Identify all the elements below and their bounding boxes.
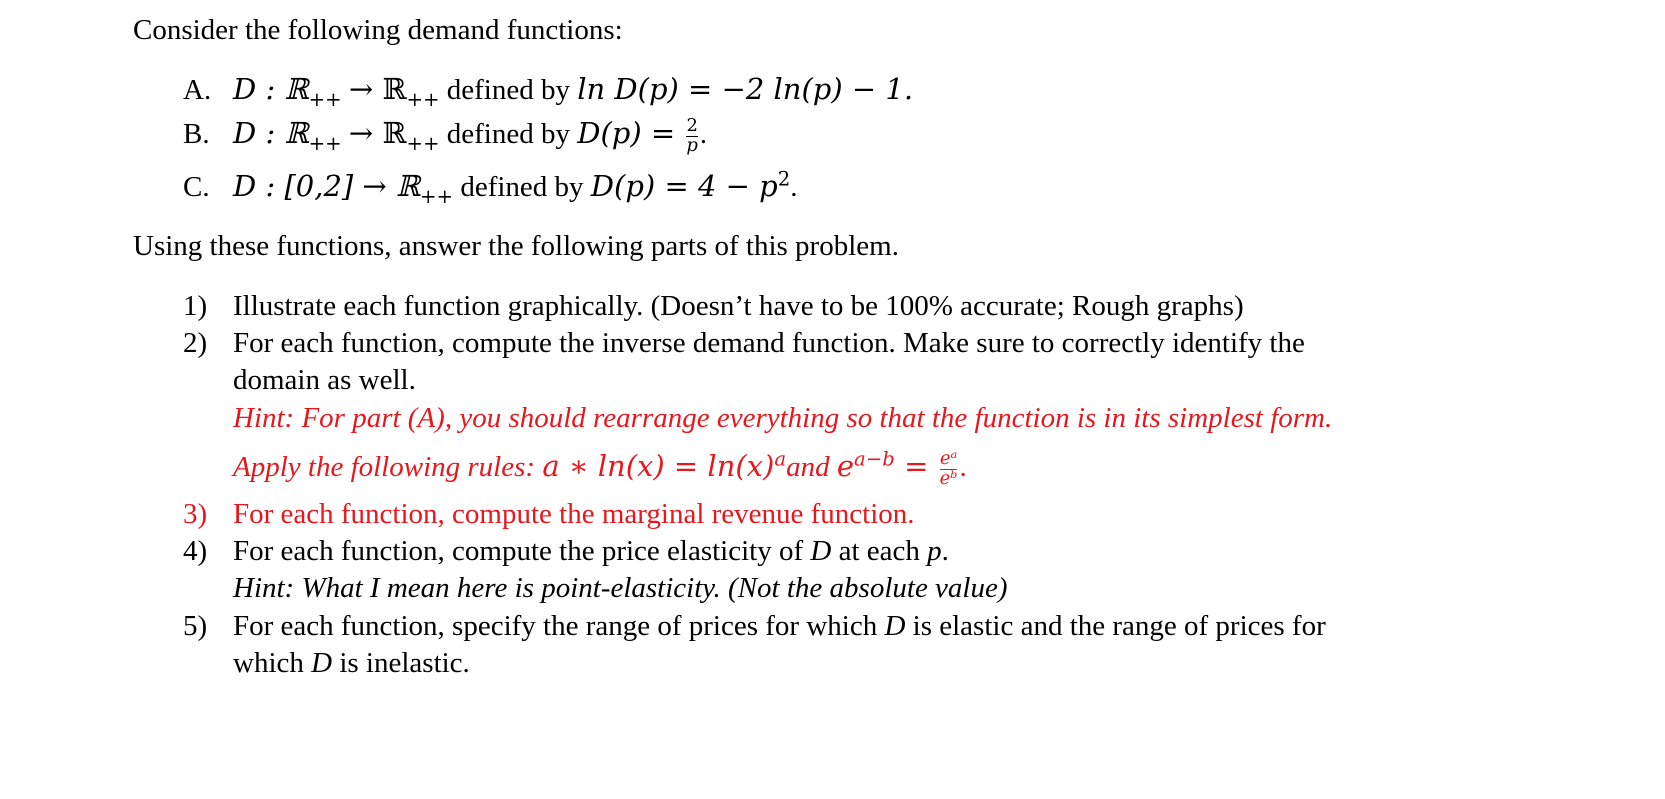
- function-b-codomain: → ℝ: [348, 116, 407, 150]
- part-3-text: For each function, compute the marginal revenue function.: [233, 498, 915, 530]
- part-3: [183, 496, 915, 532]
- function-b-codomain-sub: ++: [406, 131, 440, 155]
- function-a: [183, 71, 914, 111]
- part-5-number: 5): [183, 610, 208, 642]
- hint-and: and: [786, 451, 837, 483]
- part-5-cont-a: which: [233, 647, 312, 679]
- part-5: [183, 608, 1326, 644]
- part-5-continuation: [233, 645, 470, 681]
- part-4-text-b: at each: [831, 535, 928, 567]
- part-5-cont-b: is inelastic.: [332, 647, 470, 679]
- part-4: [183, 533, 949, 569]
- part-4-text-a: For each function, compute the price elasticity of: [233, 535, 811, 567]
- function-b-domain-sub: ++: [308, 131, 342, 155]
- part-5-cont-D: D: [311, 647, 333, 679]
- function-b-fraction: [686, 114, 698, 156]
- hint-frac-den: eᵇ: [939, 467, 958, 489]
- function-b-label: B.: [183, 118, 210, 150]
- function-a-domain-sub: ++: [308, 87, 342, 111]
- function-a-label: A.: [183, 74, 212, 106]
- hint-rule-2-fraction: [939, 447, 958, 489]
- function-b-end: .: [699, 118, 708, 150]
- part-1: [183, 288, 1244, 324]
- part-2: [183, 325, 1305, 361]
- part-5-text-b: is elastic and the range of prices for: [905, 610, 1326, 642]
- hint-rule-1-sup: a: [774, 447, 787, 471]
- function-a-domain: D : ℝ: [233, 72, 309, 106]
- part-5-D: D: [884, 610, 906, 642]
- part-4-D: D: [810, 535, 832, 567]
- hint-rule-2-end: .: [959, 451, 967, 483]
- function-c-formula: D(p) = 4 − p: [590, 169, 778, 203]
- transition-text: Using these functions, answer the following parts of this problem.: [133, 230, 899, 262]
- part-3-number: 3): [183, 498, 208, 530]
- hint-rule-1: a ∗ ln(x) = ln(x): [542, 449, 775, 483]
- hint-part-4: Hint: What I mean here is point-elasticity. (Not the absolute value): [233, 572, 1008, 604]
- function-b-defined-by: defined by: [439, 118, 578, 150]
- function-c-end: .: [790, 171, 798, 203]
- hint-rules-prefix: Apply the following rules:: [233, 451, 543, 483]
- part-2-text: For each function, compute the inverse demand function. Make sure to correctly identify the: [233, 327, 1305, 359]
- part-4-number: 4): [183, 535, 208, 567]
- part-4-text-c: .: [941, 535, 949, 567]
- function-c-label: C.: [183, 171, 210, 203]
- hint-part-2-line-2: [233, 448, 967, 489]
- function-b-frac-num: 2: [686, 114, 698, 136]
- function-b-formula: D(p) =: [577, 116, 685, 150]
- intro-text: Consider the following demand functions:: [133, 14, 623, 46]
- function-a-codomain: → ℝ: [348, 72, 407, 106]
- part-2-continuation: domain as well.: [233, 364, 416, 396]
- function-b-frac-den: p: [686, 134, 698, 156]
- function-c-sup: 2: [777, 167, 791, 191]
- part-4-p: p: [927, 535, 942, 567]
- part-5-text-a: For each function, specify the range of prices for which: [233, 610, 885, 642]
- function-a-formula: ln D(p) = −2 ln(p) − 1.: [577, 72, 914, 106]
- function-c: [183, 167, 798, 208]
- function-c-domain: D : [0,2] → ℝ: [233, 169, 421, 203]
- part-1-text: Illustrate each function graphically. (Doesn’t have to be 100% accurate; Rough graphs): [233, 290, 1244, 322]
- hint-rule-2-sup: a−b: [854, 447, 895, 471]
- function-a-codomain-sub: ++: [406, 87, 440, 111]
- function-c-domain-sub: ++: [420, 184, 454, 208]
- part-1-number: 1): [183, 290, 208, 322]
- function-b: [183, 115, 707, 156]
- hint-part-2-line-1: Hint: For part (A), you should rearrange everything so that the function is in its simplest form.: [233, 402, 1333, 434]
- hint-rule-2-eq: =: [894, 449, 938, 483]
- function-c-defined-by: defined by: [453, 171, 591, 203]
- hint-frac-num: eᵃ: [939, 447, 958, 469]
- hint-rule-2-base: e: [836, 449, 855, 483]
- function-a-defined-by: defined by: [439, 74, 578, 106]
- part-2-number: 2): [183, 327, 208, 359]
- function-b-domain: D : ℝ: [233, 116, 309, 150]
